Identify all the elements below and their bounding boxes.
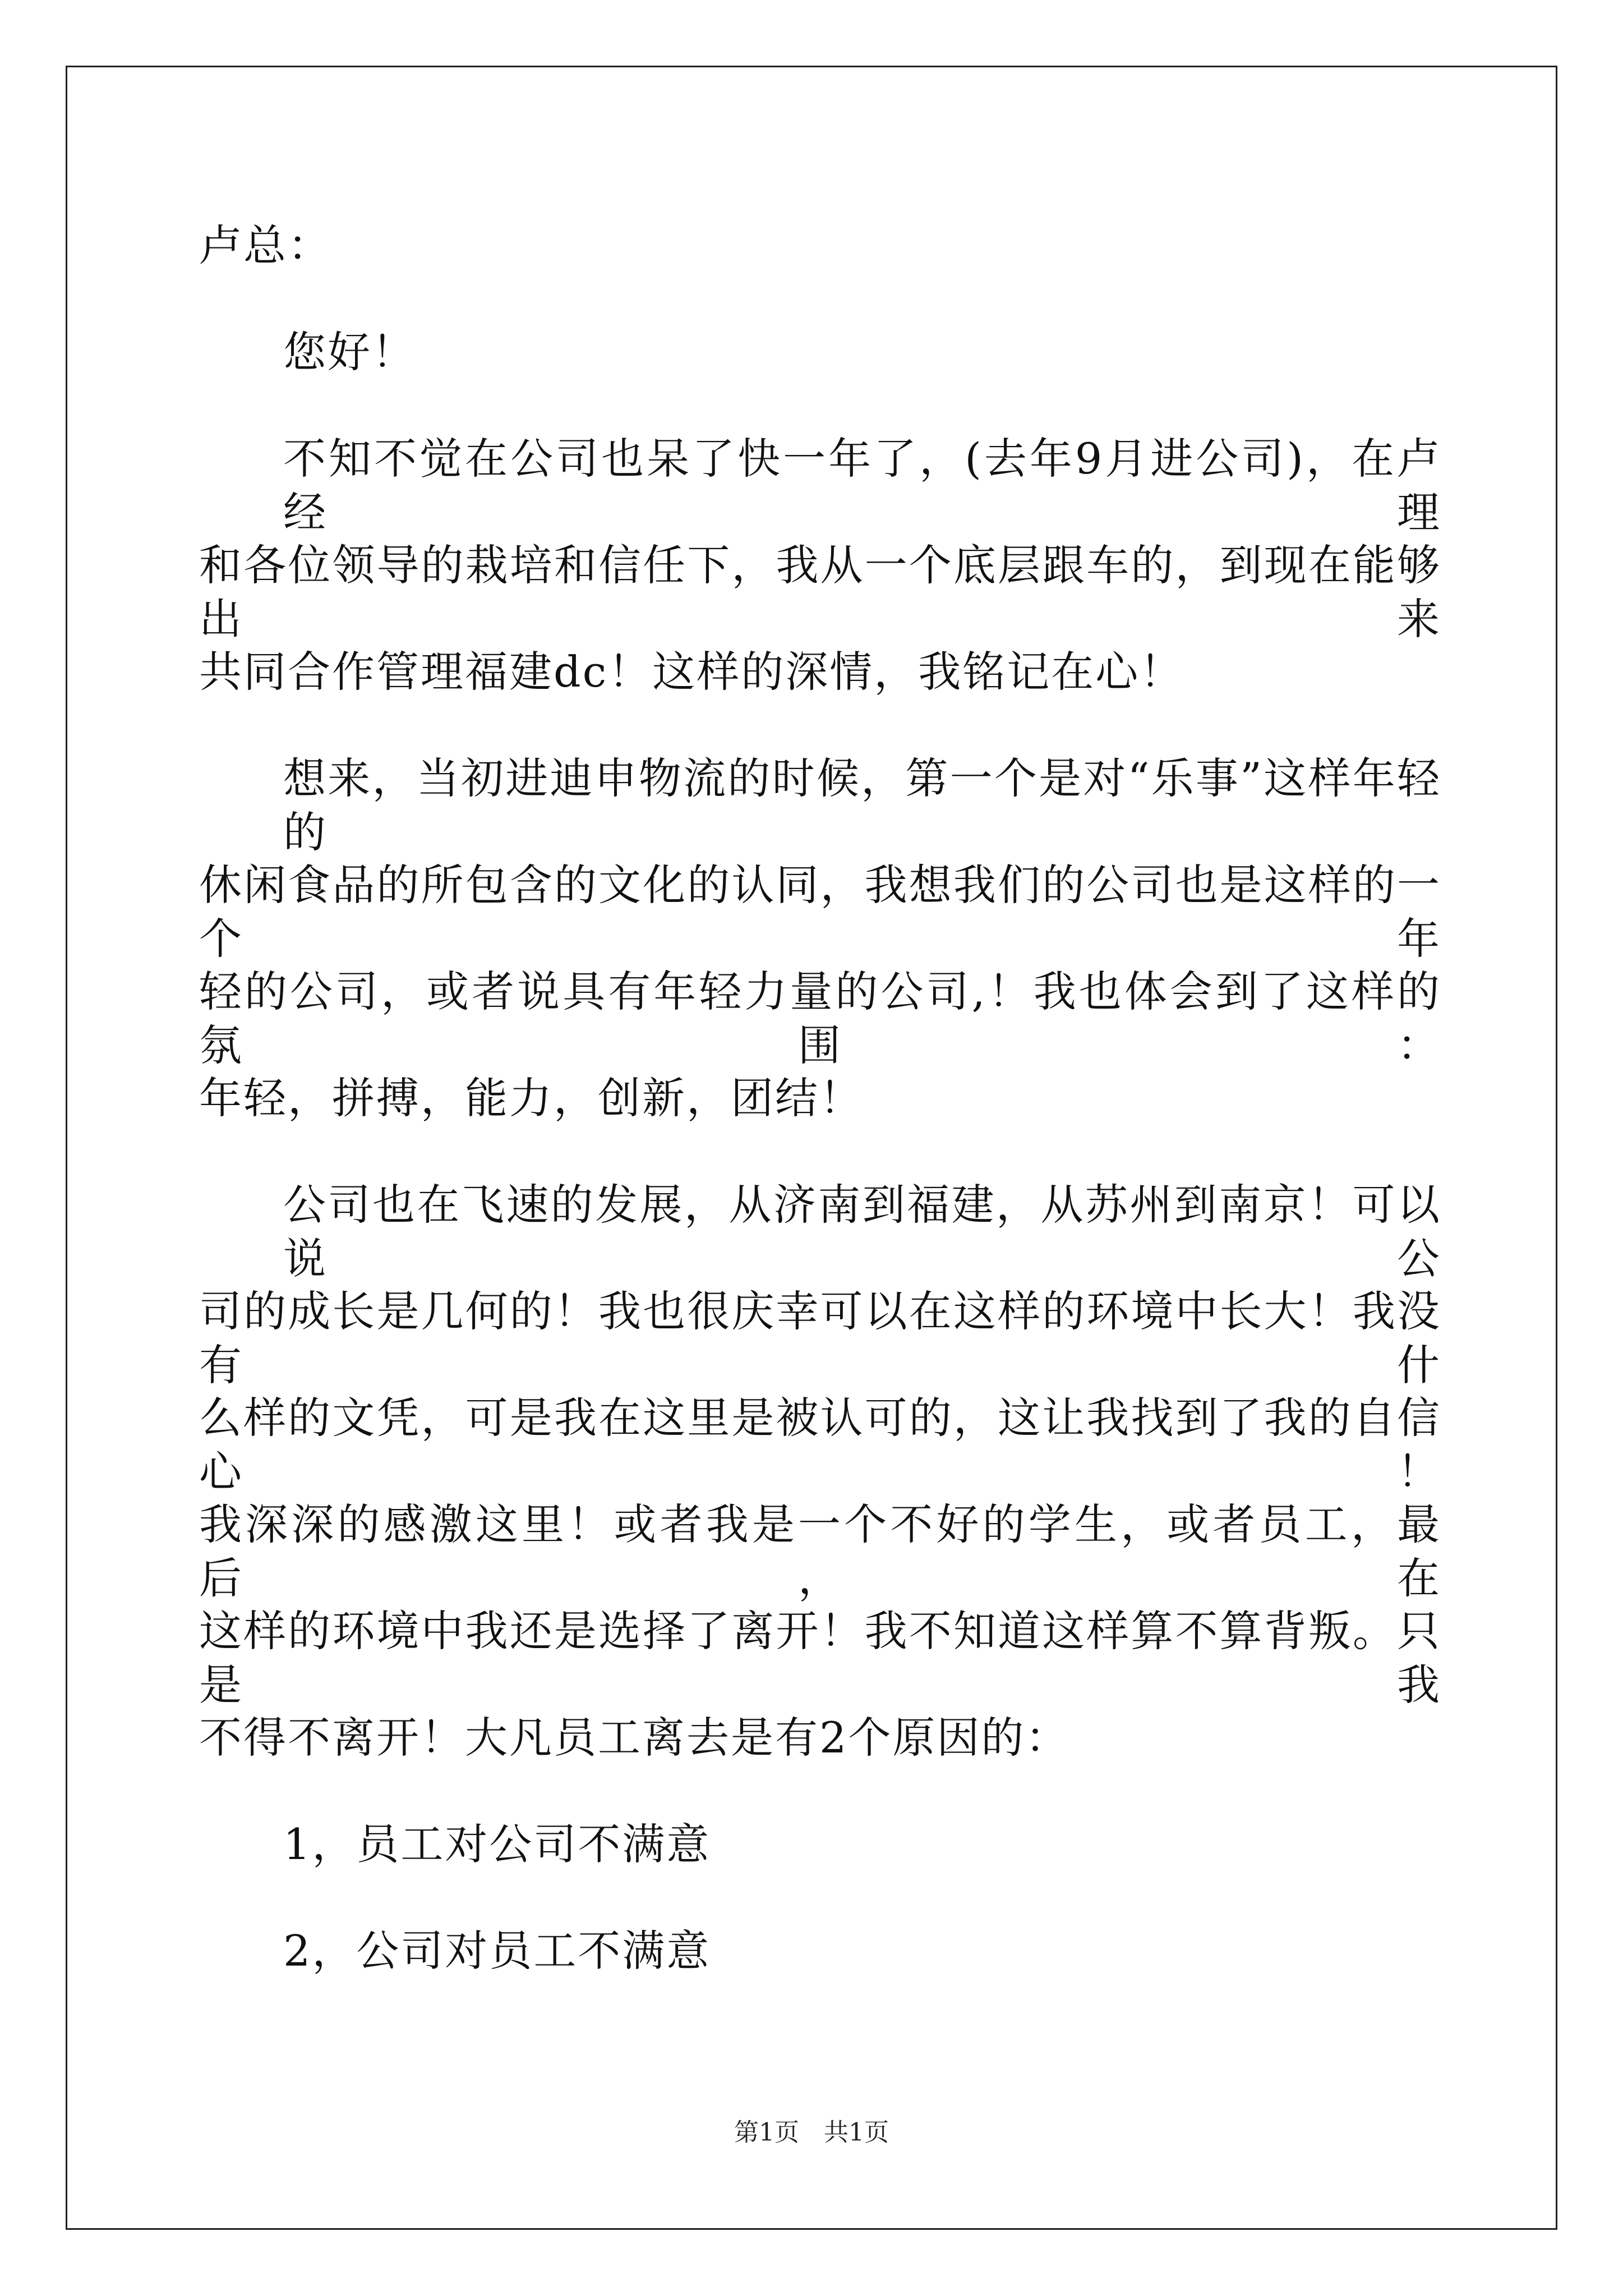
list-item: 1，员工对公司不满意 xyxy=(283,1819,711,1869)
paragraph-line: 不知不觉在公司也呆了快一年了，(去年9月进公司)，在卢经理 xyxy=(283,434,1441,537)
paragraph-line: 共同合作管理福建dc！这样的深情，我铭记在心！ xyxy=(199,647,1184,697)
paragraph-line: 这样的环境中我还是选择了离开！我不知道这样算不算背叛。只是我 xyxy=(199,1606,1441,1710)
paragraph-line: 年轻，拼搏，能力，创新，团结！ xyxy=(199,1073,864,1123)
paragraph-line: 司的成长是几何的！我也很庆幸可以在这样的环境中长大！我没有什 xyxy=(199,1286,1441,1390)
paragraph-line: 轻的公司，或者说具有年轻力量的公司,！我也体会到了这样的氛围： xyxy=(199,967,1441,1070)
page-frame xyxy=(66,66,1557,2230)
page-footer: 第1页 共1页 xyxy=(734,2118,889,2147)
paragraph-line: 不得不离开！大凡员工离去是有2个原因的： xyxy=(199,1713,1070,1763)
salutation: 卢总： xyxy=(199,220,332,270)
paragraph-line: 我深深的感激这里！或者我是一个不好的学生，或者员工，最后，在 xyxy=(199,1499,1441,1603)
paragraph-line: 想来，当初进迪申物流的时候，第一个是对“乐事”这样年轻的 xyxy=(283,753,1441,857)
paragraph-line: 休闲食品的所包含的文化的认同，我想我们的公司也是这样的一个年 xyxy=(199,860,1441,964)
paragraph-line: 么样的文凭，可是我在这里是被认可的，这让我找到了我的自信心！ xyxy=(199,1393,1441,1497)
list-item: 2，公司对员工不满意 xyxy=(283,1926,711,1976)
paragraph-line: 和各位领导的栽培和信任下，我从一个底层跟车的，到现在能够出来 xyxy=(199,540,1441,644)
paragraph-line: 公司也在飞速的发展，从济南到福建，从苏州到南京！可以说公 xyxy=(283,1180,1441,1283)
greeting: 您好！ xyxy=(283,327,416,377)
